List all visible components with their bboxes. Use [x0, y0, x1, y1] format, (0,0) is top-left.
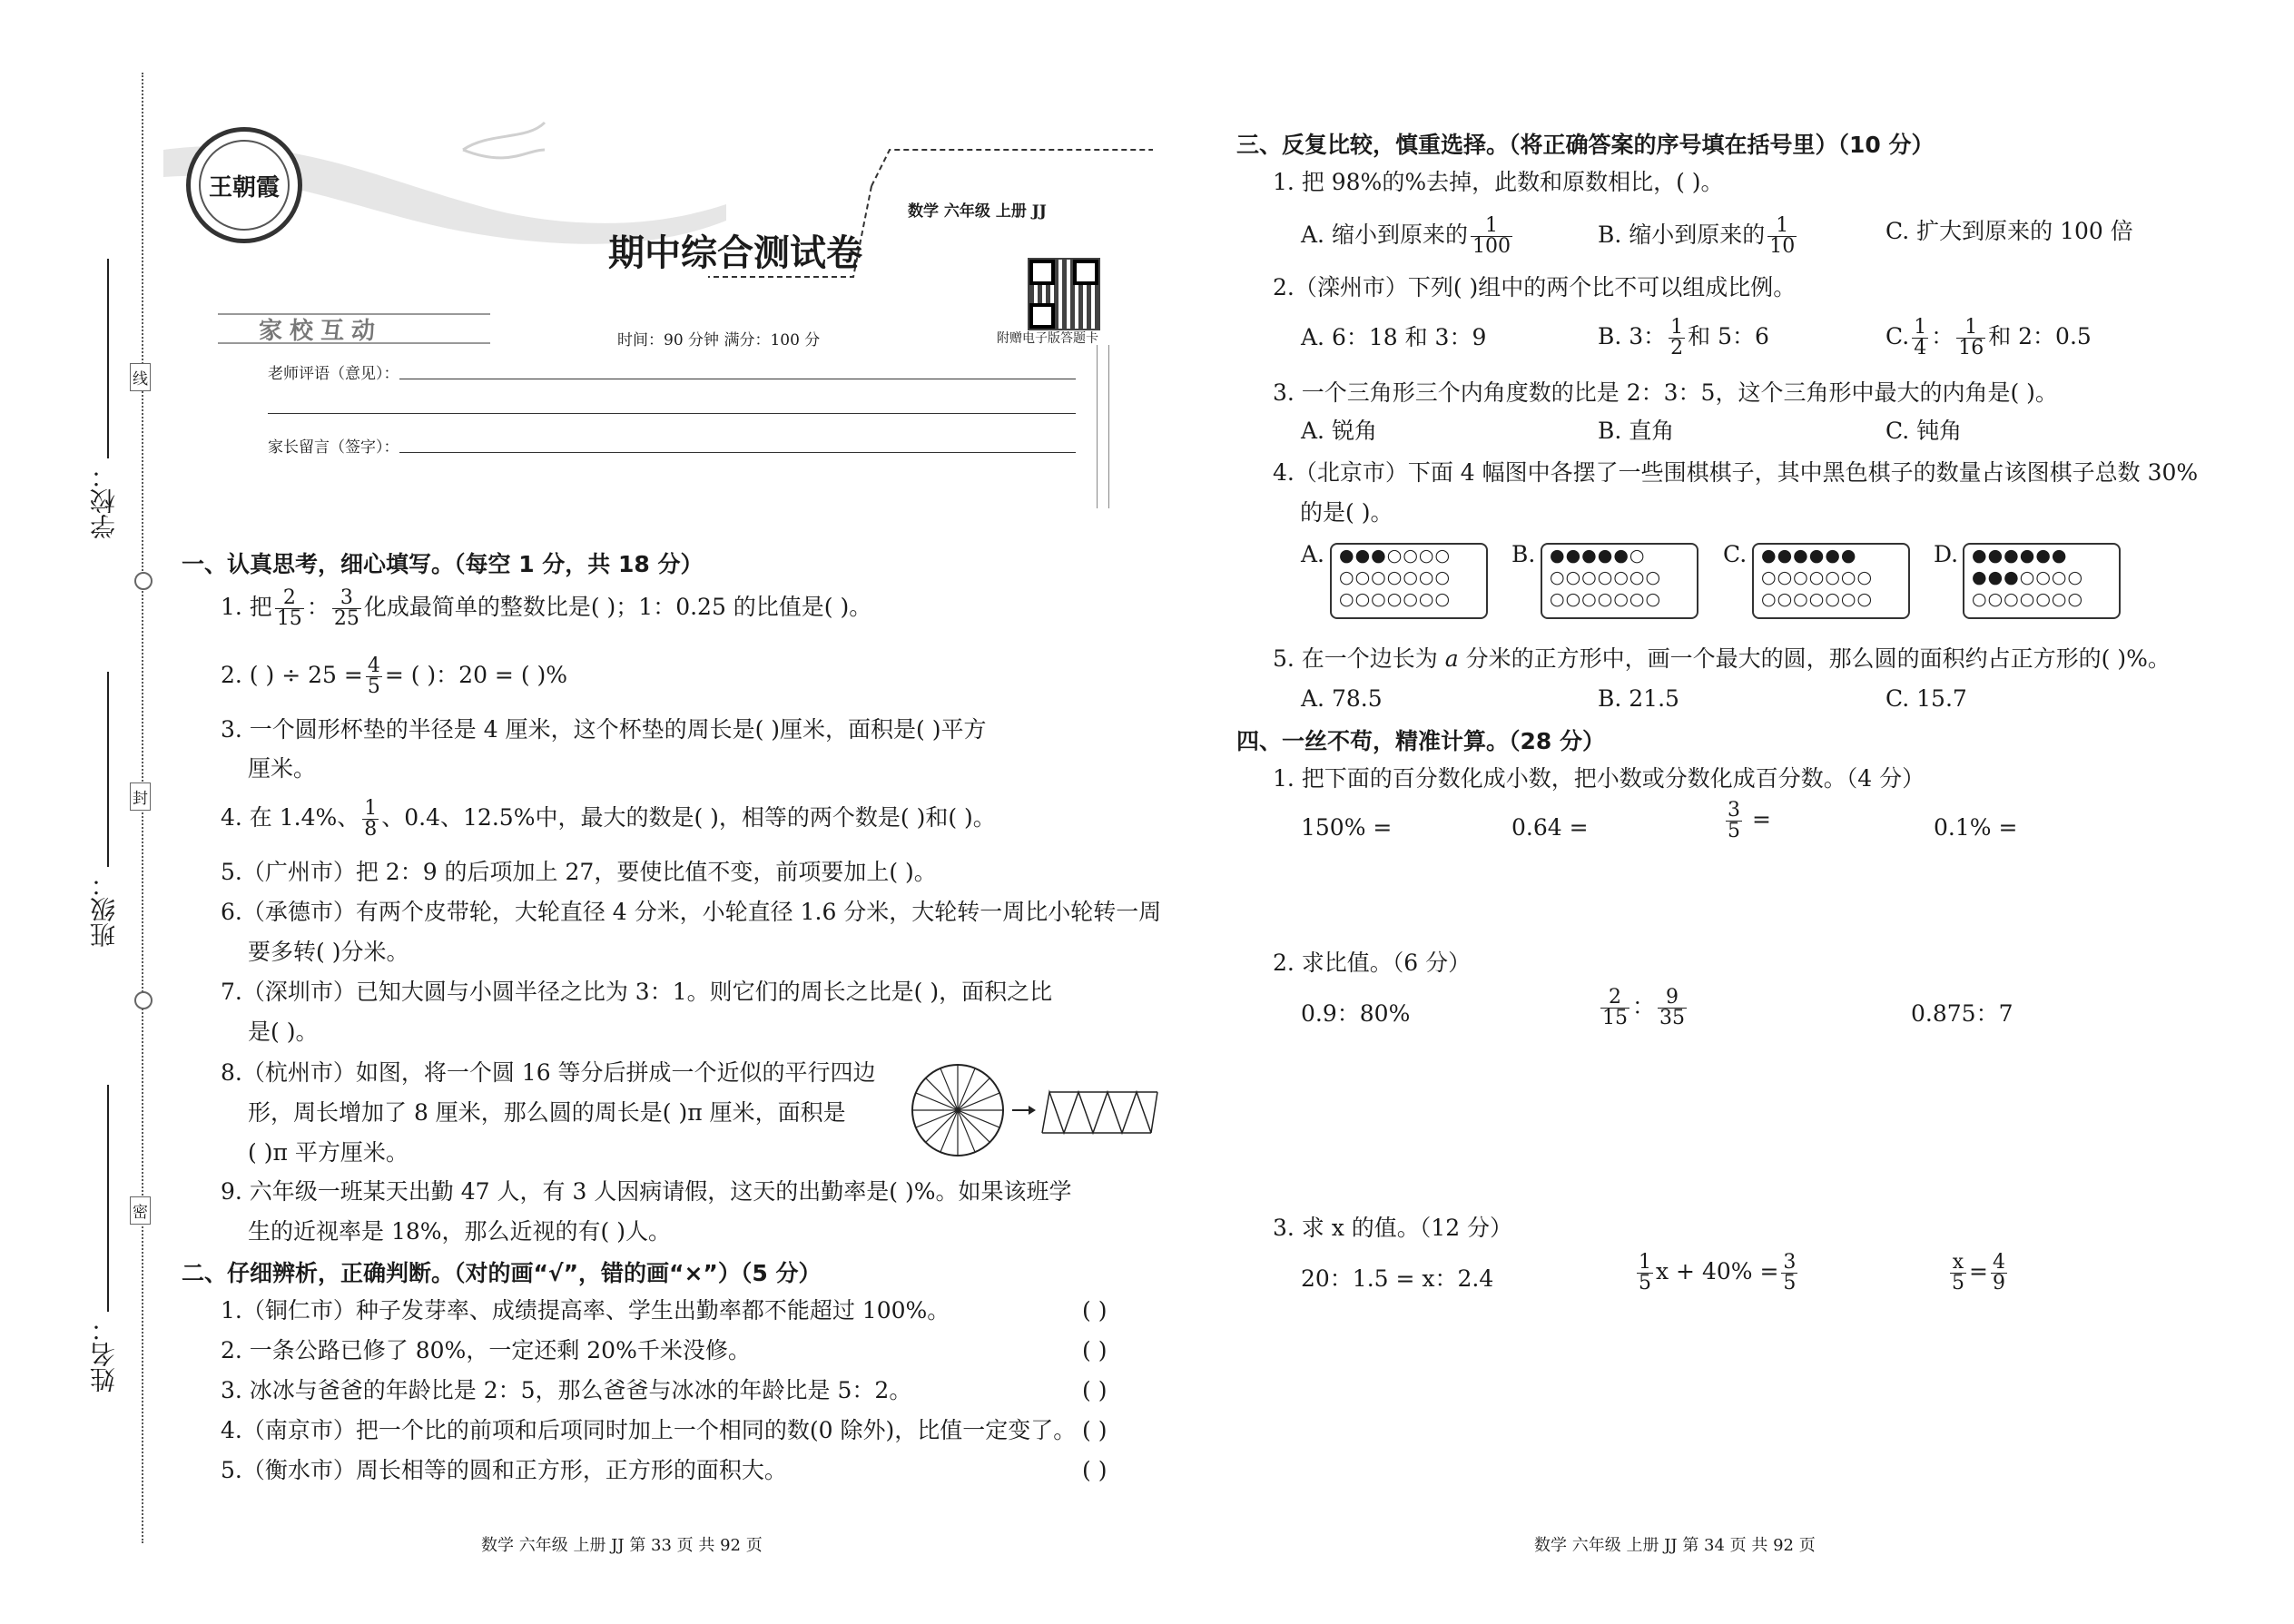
binding-hole [134, 991, 153, 1009]
footer-left: 数学 六年级 上册 JJ 第 33 页 共 92 页 [481, 1536, 763, 1555]
option[interactable]: B. 缩小到原来的 $\frac{1}{10}$ [1598, 214, 1796, 258]
option[interactable]: A. 78.5 [1301, 685, 1383, 712]
question: 9. 六年级一班某天出勤 47 人，有 3 人因病请假，这天的出勤率是( )%。如果该班学 [221, 1178, 1072, 1205]
question-cont: ( )π 平方厘米。 [248, 1139, 409, 1166]
option[interactable]: C. 15.7 [1885, 685, 1967, 712]
option[interactable]: C. $\frac{1}{4}$ ： $\frac{1}{16}$ 和 2：0.5 [1885, 316, 2092, 359]
calc-item: $\frac{x}{5}$ = $\frac{4}{9}$ [1952, 1251, 2005, 1294]
board-label[interactable]: A. [1301, 541, 1325, 567]
class-label: 班级： [89, 871, 119, 948]
question-cont: 生的近视率是 18%，那么近视的有( )人。 [248, 1218, 671, 1245]
board-row: ○○○○○○○ [1550, 567, 1662, 587]
seal-mark: 封 [130, 782, 151, 811]
family-school-label: 家校互动 [259, 318, 383, 345]
question: 3. 一个三角形三个内角度数的比是 2：3：5，这个三角形中最大的内角是( )。 [1273, 379, 2058, 406]
judge-item: 1.（铜仁市）种子发芽率、成绩提高率、学生出勤率都不能超过 100%。 [221, 1297, 950, 1324]
circle-parallelogram-figure [908, 1060, 1162, 1160]
judge-item: 2. 一条公路已修了 80%，一定还剩 20%千米没修。 [221, 1337, 751, 1363]
judge-item: 4.（南京市）把一个比的前项和后项同时加上一个相同的数(0 除外)，比值一定变了。 [221, 1417, 1077, 1443]
board-row: ○○○○○○○ [1761, 567, 1874, 587]
parent-comment-line[interactable] [399, 452, 1076, 453]
board-row: ●●●●●● [1761, 546, 1857, 566]
vertical-deco-lines [1097, 345, 1109, 508]
calc-item: 150% = [1301, 814, 1393, 841]
binding-hole [134, 572, 153, 590]
question: 1. 把下面的百分数化成小数，把小数或分数化成百分数。（4 分） [1273, 765, 1925, 792]
option[interactable]: A. 6：18 和 3：9 [1301, 324, 1487, 350]
calc-item: $\frac{2}{15}$ ： $\frac{9}{35}$ [1602, 986, 1686, 1029]
question: 4.（北京市）下面 4 幅图中各摆了一些围棋棋子，其中黑色棋子的数量占该图棋子总数 30% [1273, 459, 2199, 486]
question-cont: 厘米。 [248, 755, 317, 782]
parent-comment-label: 家长留言（签字）： [268, 438, 399, 457]
go-board-c[interactable] [1752, 543, 1910, 619]
qr-caption: 附赠电子版答题卡 [997, 331, 1098, 346]
seal-mark: 线 [130, 363, 151, 391]
board-row: ●●●○○○○ [1339, 546, 1452, 566]
option[interactable]: B. 直角 [1598, 418, 1675, 444]
logo-seal [186, 127, 302, 243]
board-label[interactable]: C. [1723, 541, 1748, 567]
question-cont: 的是( )。 [1300, 499, 1393, 526]
option[interactable]: B. 3： $\frac{1}{2}$ 和 5：6 [1598, 316, 1769, 359]
answer-paren[interactable]: ( ) [1082, 1417, 1108, 1443]
page-title: 期中综合测试卷 [608, 232, 862, 274]
board-row: ○○○○○○○ [1339, 589, 1452, 609]
school-field[interactable] [107, 259, 109, 458]
school-label: 学校： [89, 463, 119, 539]
qr-finder [1073, 260, 1098, 285]
question: 7.（深圳市）已知大圆与小圆半径之比为 3：1。则它们的周长之比是( )，面积之比 [221, 979, 1053, 1005]
go-board-d[interactable] [1963, 543, 2121, 619]
seal-mark: 密 [130, 1196, 151, 1225]
board-label[interactable]: D. [1934, 541, 1959, 567]
comment-line[interactable] [268, 413, 1076, 414]
qr-finder [1029, 303, 1055, 329]
question: 2. 求比值。（6 分） [1273, 950, 1472, 976]
question-cont: 要多转( )分米。 [248, 939, 409, 965]
time-score: 时间：90 分钟 满分：100 分 [617, 331, 821, 349]
question-cont: 是( )。 [248, 1019, 319, 1045]
option[interactable]: C. 扩大到原来的 100 倍 [1885, 218, 2133, 244]
board-row: ○○○○○○○ [1761, 589, 1874, 609]
section-4-title: 四、一丝不苟，精准计算。（28 分） [1236, 728, 1605, 754]
footer-right: 数学 六年级 上册 JJ 第 34 页 共 92 页 [1534, 1536, 1816, 1555]
board-row: ●●●●●● [1972, 546, 2068, 566]
option[interactable]: A. 锐角 [1301, 418, 1377, 444]
option[interactable]: B. 21.5 [1598, 685, 1679, 712]
board-row: ○○○○○○○ [1972, 589, 2084, 609]
calc-item: $\frac{3}{5}$ = [1728, 799, 1771, 842]
judge-item: 5.（衡水市）周长相等的圆和正方形，正方形的面积大。 [221, 1457, 787, 1483]
option[interactable]: A. 缩小到原来的 $\frac{1}{100}$ [1301, 214, 1511, 258]
calc-item: 0.875：7 [1911, 1000, 2013, 1027]
question: 5. 在一个边长为 a 分米的正方形中，画一个最大的圆，那么圆的面积约占正方形的( )%。 [1273, 645, 2171, 672]
go-board-a[interactable] [1330, 543, 1488, 619]
question: 8.（杭州市）如图，将一个圆 16 等分后拼成一个近似的平行四边 [221, 1059, 876, 1086]
qr-finder [1029, 260, 1055, 285]
question: 1. 把 98%的%去掉，此数和原数相比，( )。 [1273, 169, 1724, 195]
question: 3. 求 x 的值。（12 分） [1273, 1215, 1513, 1241]
go-board-b[interactable] [1541, 543, 1698, 619]
teacher-comment-label: 老师评语（意见）： [268, 365, 399, 383]
name-field[interactable] [107, 1085, 109, 1312]
calc-item: 0.9：80% [1301, 1000, 1411, 1027]
question: 2.（滦州市）下列( )组中的两个比不可以组成比例。 [1273, 274, 1797, 300]
section-3-title: 三、反复比较，慎重选择。（将正确答案的序号填在括号里）（10 分） [1236, 132, 1935, 158]
board-label[interactable]: B. [1511, 541, 1536, 567]
section-1-title: 一、认真思考，细心填写。（每空 1 分，共 18 分） [182, 551, 704, 577]
judge-item: 3. 冰冰与爸爸的年龄比是 2：5，那么爸爸与冰冰的年龄比是 5：2。 [221, 1377, 912, 1403]
question: 6.（承德市）有两个皮带轮，大轮直径 4 分米，小轮直径 1.6 分米，大轮转一周比小轮转一周 [221, 899, 1162, 925]
question: 5.（广州市）把 2：9 的后项加上 27，要使比值不变，前项要加上( )。 [221, 859, 937, 885]
answer-paren[interactable]: ( ) [1082, 1337, 1108, 1363]
question: 1. 把 $\frac{2}{15}$ ： $\frac{3}{25}$ 化成最简单的整数比是( )；1：0.25 的比值是( )。 [221, 586, 872, 630]
board-row: ○○○○○○○ [1550, 589, 1662, 609]
question: 4. 在 1.4%、 $\frac{1}{8}$ 、0.4、12.5%中，最大的数是( )，相等的两个数是( )和( )。 [221, 797, 996, 841]
answer-paren[interactable]: ( ) [1082, 1377, 1108, 1403]
section-2-title: 二、仔细辨析，正确判断。（对的画“√”，错的画“×”）（5 分） [182, 1260, 822, 1286]
question: 2. ( ) ÷ 25 = $\frac{4}{5}$ = ( )：20 = ( )% [221, 655, 568, 698]
board-row: ●●●○○○○ [1972, 567, 2084, 587]
answer-paren[interactable]: ( ) [1082, 1297, 1108, 1324]
board-row: ○○○○○○○ [1339, 567, 1452, 587]
calc-item: 0.64 = [1511, 814, 1589, 841]
option[interactable]: C. 钝角 [1885, 418, 1963, 444]
calc-item: 0.1% = [1934, 814, 2018, 841]
board-row: ●●●●●○ [1550, 546, 1646, 566]
name-label: 姓名： [89, 1316, 119, 1393]
answer-paren[interactable]: ( ) [1082, 1457, 1108, 1483]
question-cont: 形，周长增加了 8 厘米，那么圆的周长是( )π 厘米，面积是 [248, 1099, 846, 1126]
class-field[interactable] [107, 672, 109, 867]
subject-tags: 数学 六年级 上册 JJ [908, 202, 1047, 221]
calc-item: $\frac{1}{5}$ x + 40% = $\frac{3}{5}$ [1639, 1251, 1797, 1294]
calc-item: 20：1.5 = x：2.4 [1301, 1265, 1494, 1292]
logo-text: 王朝霞 [208, 173, 280, 202]
question: 3. 一个圆形杯垫的半径是 4 厘米，这个杯垫的周长是( )厘米，面积是( )平方 [221, 716, 987, 743]
